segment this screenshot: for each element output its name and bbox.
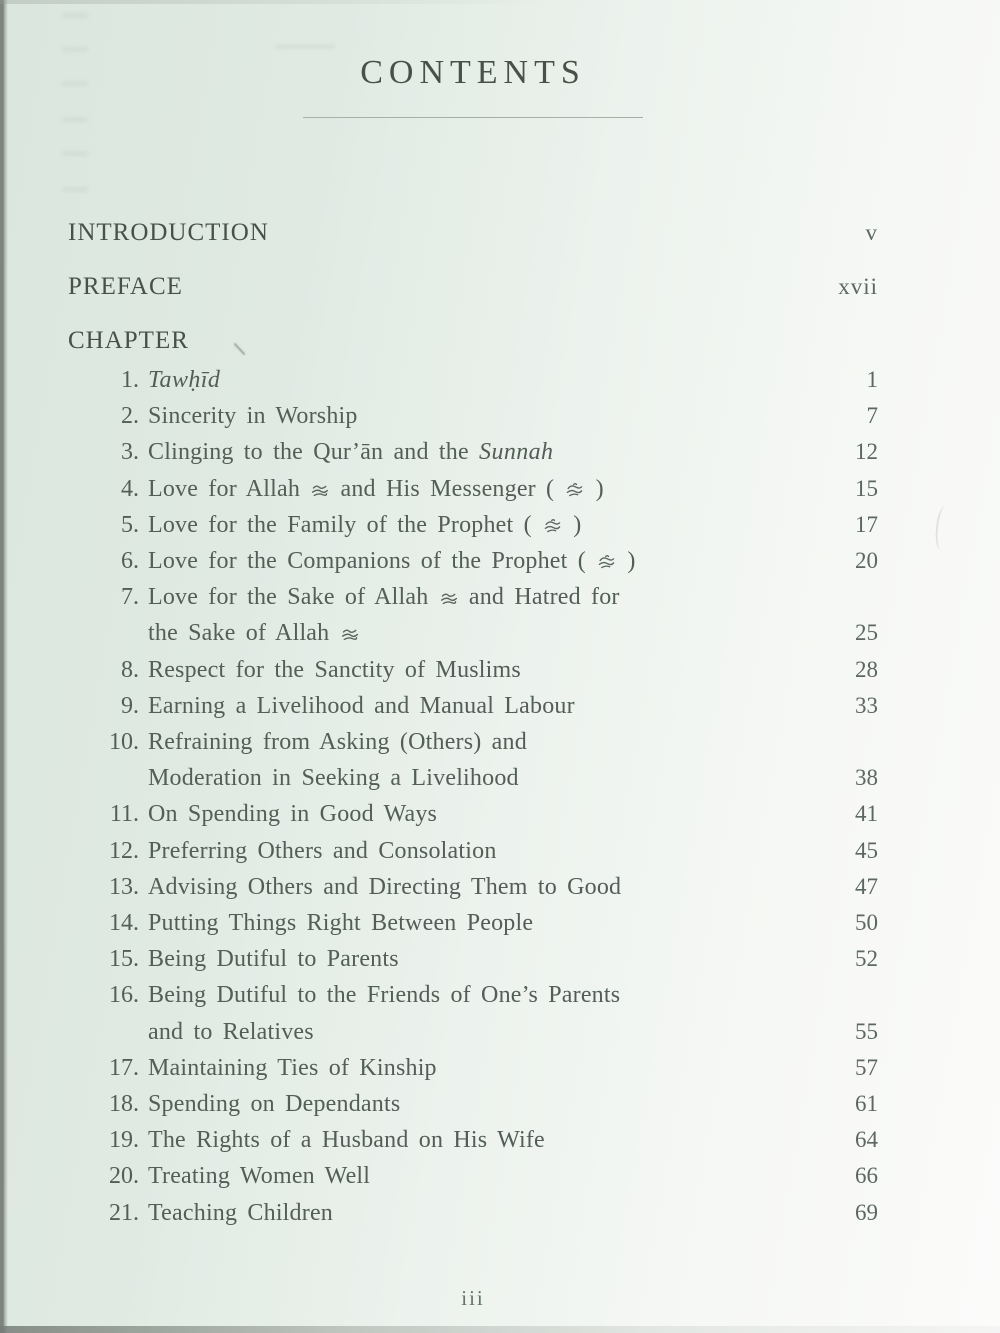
chapter-page-number: 69 (855, 1199, 878, 1225)
toc-chapter-row (68, 1086, 878, 1122)
chapter-title-text: Advising Others and Directing Them to Good (148, 873, 622, 900)
chapter-page-number: 17 (855, 511, 878, 537)
chapter-page-number: 1 (866, 367, 878, 392)
chapter-title-text: the Sake of Allah (148, 620, 340, 647)
chapter-page-number: 28 (855, 656, 878, 682)
chapter-page-number: 47 (855, 873, 878, 899)
prophet-honorific-icon (597, 554, 616, 570)
chapter-number: 7. (121, 584, 139, 611)
chapter-title (148, 796, 820, 832)
toc-chapter-row (68, 724, 878, 796)
chapter-page-number: 20 (855, 548, 878, 574)
front-matter-page-number: xvii (838, 274, 878, 299)
chapter-title (148, 869, 820, 905)
chapter-page-number: 33 (855, 692, 878, 718)
chapter-number: 16. (109, 982, 139, 1009)
toc-chapter-row (68, 941, 878, 977)
chapter-title-text: Preferring Others and Consolation (148, 837, 497, 864)
chapter-title (148, 1122, 820, 1158)
chapter-page-number: 57 (855, 1054, 878, 1080)
chapter-number: 10. (109, 729, 139, 756)
chapter-page-number: 38 (855, 765, 878, 791)
prophet-honorific-icon (543, 518, 562, 534)
toc-chapter-row (68, 543, 878, 579)
chapter-title (148, 724, 820, 796)
chapter-title-text: Maintaining Ties of Kinship (148, 1054, 437, 1081)
chapter-title (148, 905, 820, 941)
scan-smudge-artifact (934, 505, 953, 550)
chapter-title (148, 434, 820, 470)
toc-chapter-row (68, 869, 878, 905)
chapter-title-text: Clinging to the Qur’ān and the (148, 439, 480, 466)
chapter-page-number: 45 (855, 837, 878, 863)
allah-honorific-icon (341, 627, 359, 642)
toc-chapter-row (68, 688, 878, 724)
chapter-title-text: Tawḥīd (148, 367, 221, 393)
chapter-title-text: and to Relatives (148, 1018, 314, 1045)
chapter-title (148, 543, 820, 579)
chapter-title-text: Treating Women Well (148, 1163, 371, 1190)
chapter-number: 17. (109, 1054, 139, 1081)
chapter-title-text: ) (595, 475, 604, 502)
chapter-title (148, 688, 820, 724)
prophet-honorific-icon (565, 482, 584, 498)
chapter-number: 4. (121, 475, 139, 502)
toc-chapter-row (68, 434, 878, 470)
chapter-title (148, 507, 820, 543)
allah-honorific-icon (311, 483, 329, 498)
chapter-page-number: 61 (855, 1091, 878, 1117)
chapter-page-number: 64 (855, 1127, 878, 1153)
chapter-number: 2. (121, 403, 139, 430)
chapter-title-text: Refraining from Asking (Others) and (148, 729, 527, 756)
chapter-title-text: Love for the Family of the Prophet ( (148, 511, 532, 538)
chapter-title-text: and Hatred for (468, 584, 620, 611)
chapter-title-text: Sunnah (479, 439, 554, 466)
folio-page-number: iii (461, 1286, 485, 1310)
chapter-title-text: Earning a Livelihood and Manual Labour (148, 692, 575, 719)
chapter-title (148, 1158, 820, 1194)
toc-chapter-row (68, 1195, 878, 1231)
chapter-page-number: 50 (855, 910, 878, 936)
scan-edge-left (0, 0, 8, 1333)
chapter-title (148, 398, 820, 434)
chapter-title-text: Love for the Sake of Allah (148, 584, 439, 611)
chapter-number: 14. (109, 910, 139, 937)
chapter-number: 18. (109, 1091, 139, 1118)
chapter-number: 1. (121, 367, 139, 393)
page-title: CONTENTS (360, 54, 586, 91)
chapter-title (148, 833, 820, 869)
chapter-page-number: 55 (855, 1018, 878, 1044)
chapter-page-number: 66 (855, 1163, 878, 1189)
toc-chapter-row (68, 1122, 878, 1158)
chapter-title (148, 1195, 820, 1231)
chapter-number: 11. (109, 801, 139, 828)
chapter-title-text: On Spending in Good Ways (148, 801, 438, 828)
front-matter-label: INTRODUCTION (68, 219, 269, 246)
chapter-title (148, 471, 820, 507)
chapter-title-text: Putting Things Right Between People (148, 910, 534, 937)
toc-chapter-row (68, 833, 878, 869)
chapter-page-number: 15 (855, 475, 878, 501)
table-of-contents (68, 0, 878, 1231)
front-matter-row (68, 218, 878, 248)
chapter-number: 15. (109, 946, 139, 973)
chapter-title (148, 1086, 820, 1122)
chapter-number: 6. (121, 548, 139, 575)
toc-chapter-row (68, 1050, 878, 1086)
title-divider (303, 117, 643, 118)
front-matter-page-number: v (865, 220, 878, 245)
chapter-list (68, 362, 878, 1231)
chapter-title (148, 652, 820, 688)
chapter-number: 5. (121, 511, 139, 538)
toc-chapter-row (68, 507, 878, 543)
chapter-number: 13. (109, 873, 139, 900)
toc-chapter-row (68, 362, 878, 398)
chapter-page-number: 52 (855, 946, 878, 972)
toc-chapter-row (68, 652, 878, 688)
front-matter-row (68, 272, 878, 302)
chapter-page-number: 7 (866, 403, 878, 429)
chapter-number: 21. (109, 1199, 139, 1226)
chapter-number: 8. (121, 656, 139, 683)
toc-chapter-row (68, 977, 878, 1049)
chapter-title-text: Respect for the Sanctity of Muslims (148, 656, 521, 683)
chapter-number: 19. (109, 1127, 139, 1154)
chapter-page-number: 41 (855, 801, 878, 827)
allah-honorific-icon (440, 591, 458, 606)
chapter-title-text: Love for Allah (148, 475, 311, 502)
chapter-number: 20. (109, 1163, 139, 1190)
chapter-title-text: Sincerity in Worship (148, 403, 358, 430)
chapter-title-text: ) (573, 511, 582, 538)
chapter-heading: CHAPTER (68, 327, 189, 354)
chapter-title-text: Being Dutiful to the Friends of One’s Parents (148, 982, 621, 1009)
chapter-title (148, 941, 820, 977)
toc-chapter-row (68, 796, 878, 832)
front-matter-label: PREFACE (68, 273, 183, 300)
chapter-page-number: 25 (855, 620, 878, 646)
toc-chapter-row (68, 579, 878, 651)
chapter-number: 9. (121, 692, 139, 719)
chapter-title (148, 579, 820, 651)
toc-chapter-row (68, 398, 878, 434)
toc-chapter-row (68, 471, 878, 507)
chapter-page-number: 12 (855, 439, 878, 465)
front-matter-list (68, 218, 878, 302)
chapter-title-text: Spending on Dependants (148, 1091, 401, 1118)
chapter-title-text: Love for the Companions of the Prophet ( (148, 548, 586, 575)
chapter-title (148, 977, 820, 1049)
chapter-title (148, 362, 820, 398)
chapter-number: 12. (109, 837, 139, 864)
chapter-title-text: ) (627, 548, 636, 575)
chapter-title-text: The Rights of a Husband on His Wife (148, 1127, 545, 1154)
chapter-title (148, 1050, 820, 1086)
chapter-title-text: and His Messenger ( (340, 475, 555, 502)
toc-chapter-row (68, 905, 878, 941)
toc-chapter-row (68, 1158, 878, 1194)
scan-edge-bottom (0, 1326, 1000, 1333)
chapter-title-text: Teaching Children (148, 1199, 333, 1226)
chapter-title-text: Moderation in Seeking a Livelihood (148, 765, 519, 792)
chapter-title-text: Being Dutiful to Parents (148, 946, 399, 973)
chapter-number: 3. (121, 439, 139, 466)
